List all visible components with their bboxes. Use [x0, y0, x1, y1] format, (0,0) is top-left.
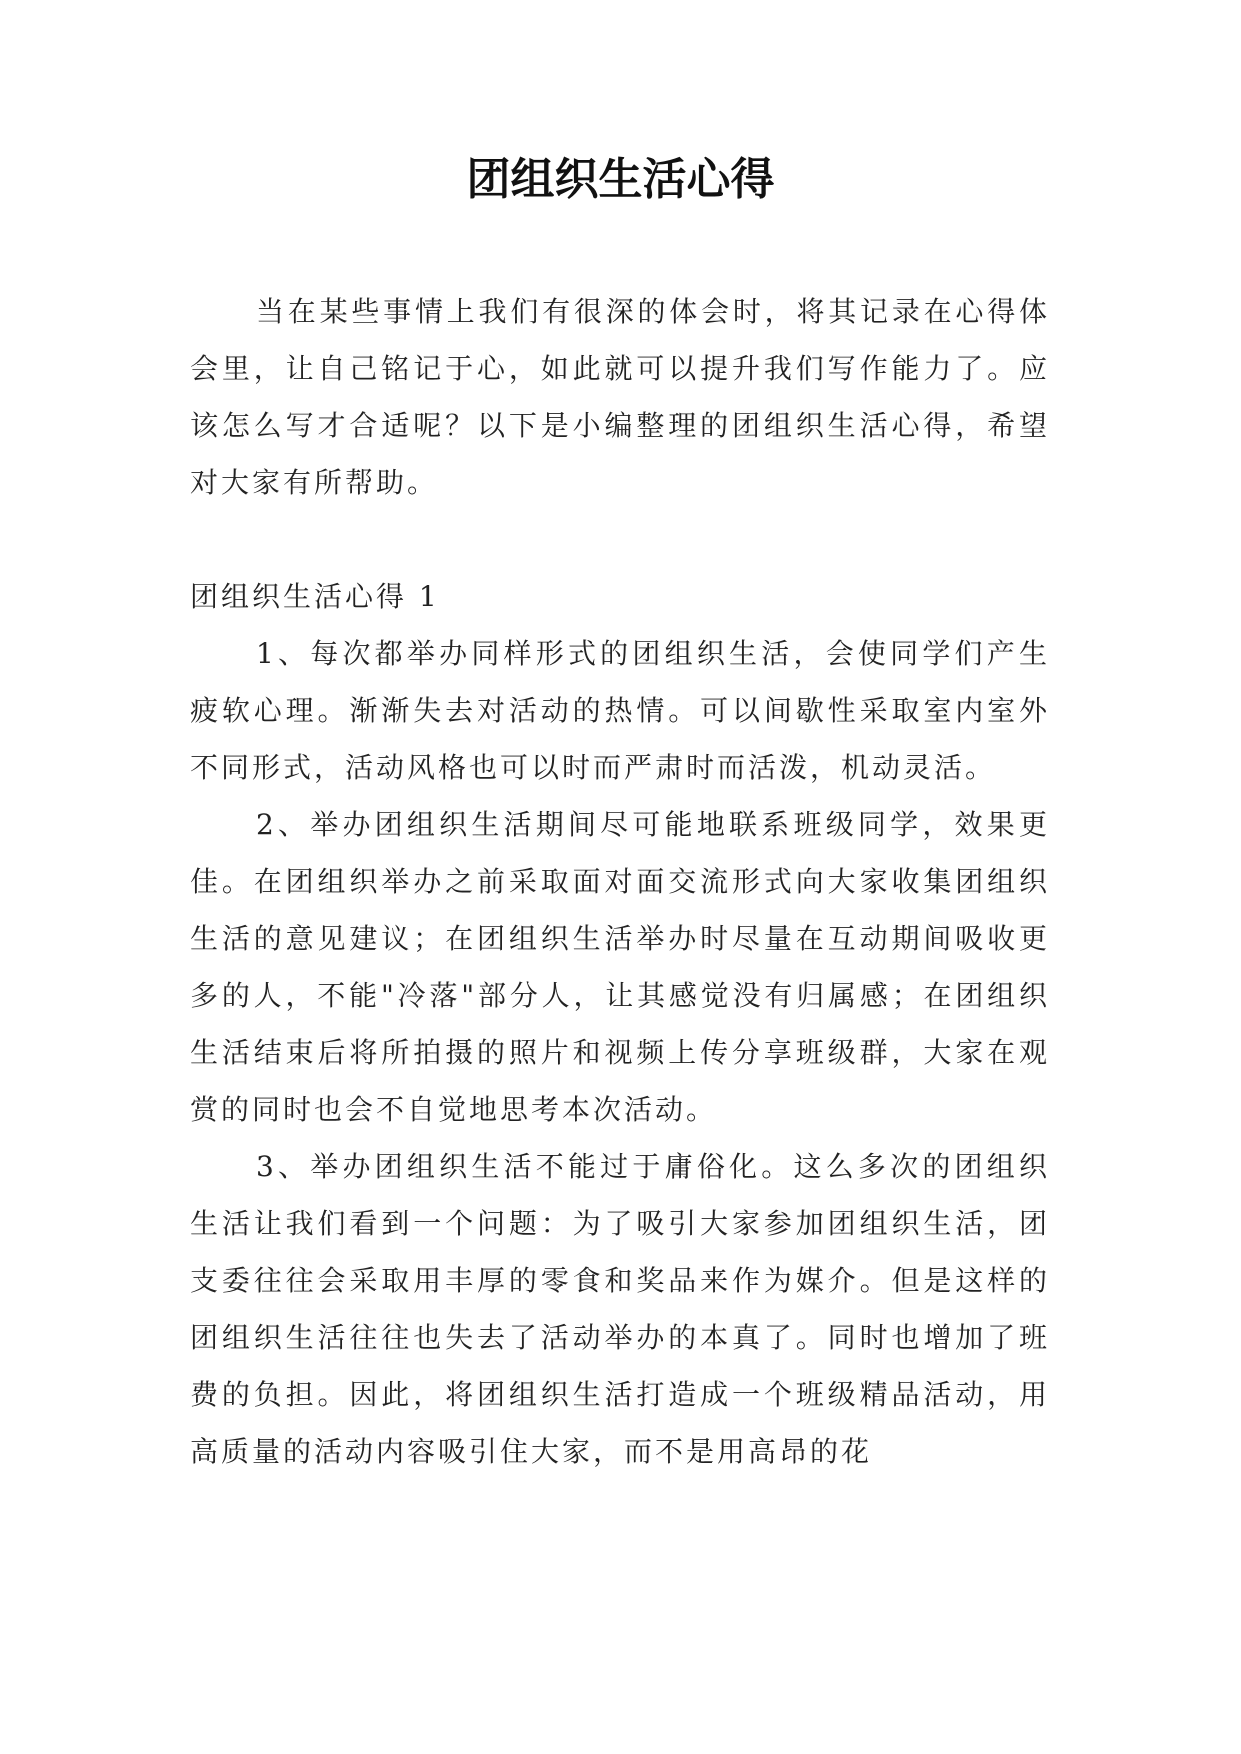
document-body — [190, 283, 1050, 1480]
document-title: 团组织生活心得 — [466, 154, 775, 205]
body-paragraph-2: 2、举办团组织生活期间尽可能地联系班级同学，效果更佳。在团组织举办之前采取面对面交流形式向大家收集团组织生活的意见建议；在团组织生活举办时尽量在互动期间吸收更多的人，不能"冷落"部分人，让其感觉没有归属感；在团组织生活结束后将所拍摄的照片和视频上传分享班级群，大家在观赏的同时也会不自觉地思考本次活动。 — [190, 808, 1050, 1126]
intro-paragraph: 当在某些事情上我们有很深的体会时，将其记录在心得体会里，让自己铭记于心，如此就可以提升我们写作能力了。应该怎么写才合适呢？以下是小编整理的团组织生活心得，希望对大家有所帮助。 — [190, 295, 1050, 499]
section-heading: 团组织生活心得 1 — [190, 580, 440, 613]
body-paragraph-3: 3、举办团组织生活不能过于庸俗化。这么多次的团组织生活让我们看到一个问题：为了吸引大家参加团组织生活，团支委往往会采取用丰厚的零食和奖品来作为媒介。但是这样的团组织生活往往也失去了活动举办的本真了。同时也增加了班费的负担。因此，将团组织生活打造成一个班级精品活动，用高质量的活动内容吸引住大家，而不是用高昂的花 — [190, 1150, 1050, 1468]
body-paragraph-1: 1、每次都举办同样形式的团组织生活，会使同学们产生疲软心理。渐渐失去对活动的热情。可以间歇性采取室内室外不同形式，活动风格也可以时而严肃时而活泼，机动灵活。 — [190, 637, 1050, 784]
